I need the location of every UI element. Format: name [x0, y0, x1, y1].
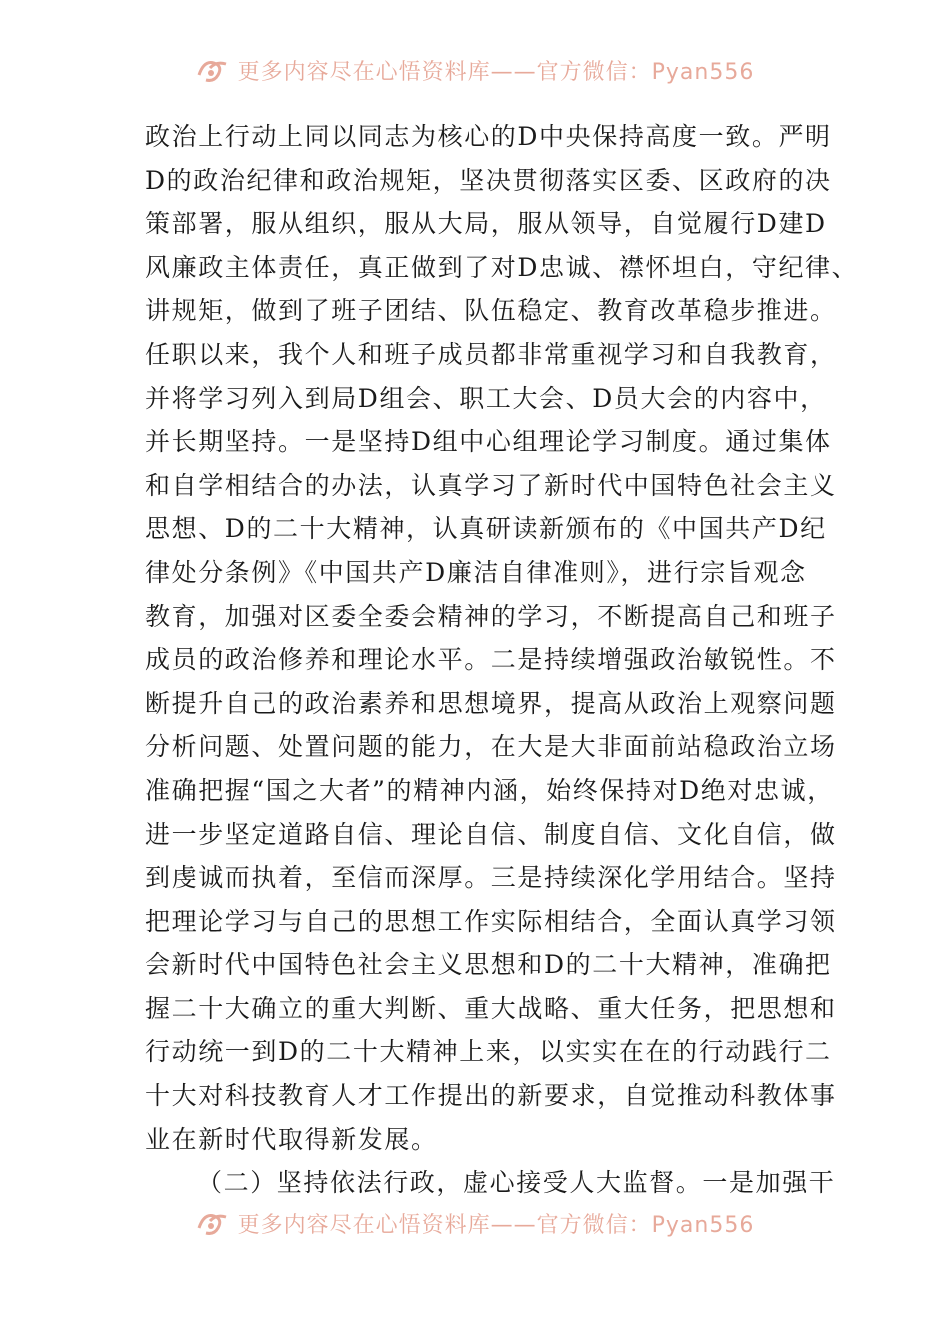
- watermark-text: 更多内容尽在心悟资料库——官方微信：Pyan556: [237, 59, 755, 85]
- watermark-footer: [0, 1203, 950, 1243]
- text-line: 风廉政主体责任，真正做到了对D忠诚、襟怀坦白，守纪律、: [145, 252, 859, 282]
- section-heading: （二）坚持依法行政，虚心接受人大监督。一是加强干: [197, 1168, 836, 1198]
- text-line: 任职以来，我个人和班子成员都非常重视学习和自我教育，: [145, 339, 837, 369]
- text-line: 分析问题、处置问题的能力，在大是大非面前站稳政治立场: [145, 732, 837, 762]
- watermark-header: [0, 50, 950, 90]
- text-line: 十大对科技教育人才工作提出的新要求，自觉推动科教体事: [145, 1081, 837, 1111]
- text-line: 会新时代中国特色社会主义思想和D的二十大精神，准确把: [145, 950, 832, 980]
- brand-logo-icon: [196, 1208, 230, 1238]
- text-line: 策部署，服从组织，服从大局，服从领导，自觉履行D建D: [145, 209, 827, 239]
- text-line: 进一步坚定道路自信、理论自信、制度自信、文化自信，做: [145, 819, 837, 849]
- text-line: 业在新时代取得新发展。: [145, 1124, 438, 1154]
- text-line: D的政治纪律和政治规矩，坚决贯彻落实区委、区政府的决: [145, 165, 832, 195]
- text-line: 并将学习列入到局D组会、职工大会、D员大会的内容中，: [145, 383, 827, 413]
- text-line: 到虔诚而执着，至信而深厚。三是持续深化学用结合。坚持: [145, 863, 837, 893]
- text-line: 政治上行动上同以同志为核心的D中央保持高度一致。严明: [145, 122, 832, 151]
- text-line: 思想、D的二十大精神，认真研读新颁布的《中国共产D纪: [145, 514, 827, 544]
- text-line: 律处分条例》《中国共产D廉洁自律准则》，进行宗旨观念: [145, 557, 807, 587]
- text-line: 成员的政治修养和理论水平。二是持续增强政治敏锐性。不: [145, 645, 837, 675]
- text-line: 行动统一到D的二十大精神上来，以实实在在的行动践行二: [145, 1037, 832, 1067]
- text-line: 把理论学习与自己的思想工作实际相结合，全面认真学习领: [145, 906, 837, 936]
- text-line: 握二十大确立的重大判断、重大战略、重大任务，把思想和: [145, 993, 837, 1023]
- text-line: 断提升自己的政治素养和思想境界，提高从政治上观察问题: [145, 688, 837, 718]
- text-line: 教育，加强对区委全委会精神的学习，不断提高自己和班子: [145, 601, 837, 631]
- document-body: [145, 115, 859, 1205]
- text-line: 并长期坚持。一是坚持D组中心组理论学习制度。通过集体: [145, 427, 832, 457]
- text-line: 准确把握“国之大者”的精神内涵，始终保持对D绝对忠诚，: [145, 775, 834, 805]
- brand-logo-icon: [196, 55, 230, 85]
- watermark-text: 更多内容尽在心悟资料库——官方微信：Pyan556: [237, 1212, 755, 1238]
- text-line: 讲规矩，做到了班子团结、队伍稳定、教育改革稳步推进。: [145, 296, 837, 326]
- text-line: 和自学相结合的办法，认真学习了新时代中国特色社会主义: [145, 470, 837, 500]
